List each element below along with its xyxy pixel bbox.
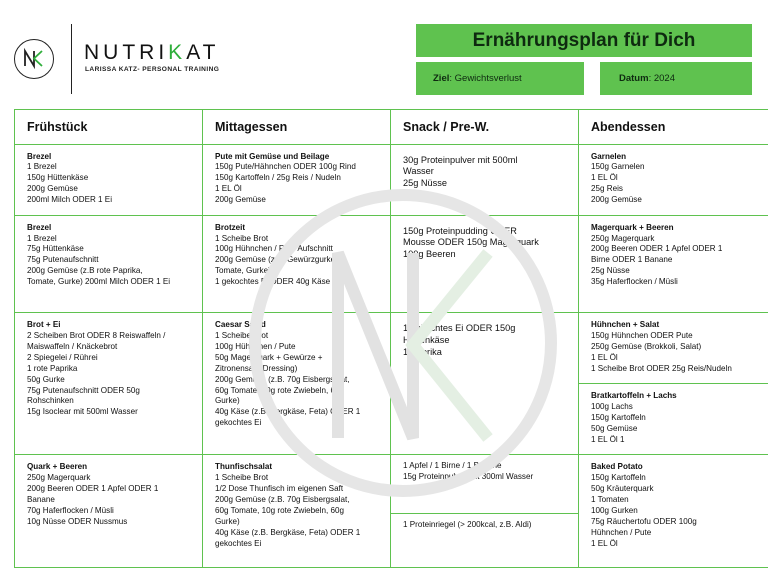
column-header-dinner: Abendessen	[579, 110, 768, 145]
date-value: : 2024	[648, 73, 675, 84]
meal-cell-lunch: Brotzeit 1 Scheibe Brot 100g Hühnchen / Pute Aufschnitt 200g Gemüse (z.B. Gewürzgurke, Tomate, Gurke) 1 gekochtes Ei ODER 40g Käse	[203, 215, 391, 312]
meal-title: Bratkartoffeln + Lachs	[591, 391, 677, 401]
table-row	[15, 313, 768, 384]
meal-plan-table	[14, 109, 768, 568]
meal-cell-dinner: Magerquark + Beeren 250g Magerquark 200g Beeren ODER 1 Apfel ODER 1 Birne ODER 1 Banane 25g Nüsse 35g Haferflocken / Müsli	[579, 215, 768, 312]
meal-title: Caesar Salad	[215, 320, 266, 330]
meal-title: Hühnchen + Salat	[591, 320, 660, 330]
meal-cell-snack: 1 Apfel / 1 Birne / 1 Banane 15g Proteinpulver mit 300ml Wasser	[391, 455, 579, 514]
meal-cell-snack: 30g Proteinpulver mit 500ml Wasser 25g Nüsse	[391, 144, 579, 215]
brand-subtitle: LARISSA KATZ- PERSONAL TRAINING	[85, 66, 220, 73]
goal-value: : Gewichtsverlust	[449, 73, 522, 84]
date-box	[600, 62, 752, 95]
header-divider	[71, 24, 72, 94]
meal-cell-dinner: Bratkartoffeln + Lachs 100g Lachs 150g Kartoffeln 50g Gemüse 1 EL Öl 1	[579, 384, 768, 455]
brand-logo-mark	[14, 39, 54, 79]
meal-cell-dinner: Baked Potato 150g Kartoffeln 50g Kräuterquark 1 Tomaten 100g Gurken 75g Räuchertofu ODER 100g Hühnchen / Pute 1 EL Öl	[579, 455, 768, 568]
table-header-row	[15, 110, 768, 145]
meal-cell-snack: 1 gekochtes Ei ODER 150g Hüttenkäse 1 Paprika	[391, 313, 579, 455]
goal-box	[416, 62, 584, 95]
meal-title: Magerquark + Beeren	[591, 222, 674, 232]
plan-title: Ernährungsplan für Dich	[416, 24, 752, 57]
meal-cell-lunch: Pute mit Gemüse und Beilage 150g Pute/Hähnchen ODER 100g Rind 150g Kartoffeln / 25g Reis / Nudeln 1 EL Öl 200g Gemüse	[203, 144, 391, 215]
meal-cell-breakfast: Brezel 1 Brezel 75g Hüttenkäse 75g Putenaufschnitt 200g Gemüse (z.B rote Paprika, Tomate, Gurke) 200ml Milch ODER 1 Ei	[15, 215, 203, 312]
meal-title: Brotzeit	[215, 222, 246, 232]
meal-title: Quark + Beeren	[27, 462, 88, 472]
meal-title: Thunfischsalat	[215, 462, 273, 472]
meal-cell-snack: 1 Proteinriegel (> 200kcal, z.B. Aldi)	[391, 514, 579, 568]
meal-cell-breakfast: Quark + Beeren 250g Magerquark 200g Beeren ODER 1 Apfel ODER 1 Banane 70g Haferflocken / Müsli 10g Nüsse ODER Nussmus	[15, 455, 203, 568]
meal-title: Brot + Ei	[27, 320, 61, 330]
brand-k-letter: K	[168, 41, 187, 64]
goal-label: Ziel	[433, 73, 450, 84]
column-header-breakfast: Frühstück	[15, 110, 203, 145]
meal-title: Brezel	[27, 151, 52, 161]
meal-cell-snack: 150g Proteinpudding ODER Mousse ODER 150g Magerquark 100g Beeren	[391, 215, 579, 312]
column-header-snack: Snack / Pre-W.	[391, 110, 579, 145]
column-header-lunch: Mittagessen	[203, 110, 391, 145]
table-row	[15, 455, 768, 514]
date-label: Datum	[619, 73, 649, 84]
meal-cell-dinner: Garnelen 150g Garnelen 1 EL Öl 25g Reis 200g Gemüse	[579, 144, 768, 215]
meal-title: Garnelen	[591, 151, 627, 161]
table-row	[15, 144, 768, 215]
meal-title: Baked Potato	[591, 462, 643, 472]
meal-cell-lunch: Thunfischsalat 1 Scheibe Brot 1/2 Dose Thunfisch im eigenen Saft 200g Gemüse (z.B. 70g Eisbergsalat, 60g Tomate, 10g rote Zwiebeln, 60g Gurke) 40g Käse (z.B. Bergkäse, Feta) ODER 1 gekochtes Ei	[203, 455, 391, 568]
meal-title: Pute mit Gemüse und Beilage	[215, 151, 330, 161]
meal-cell-dinner: Hühnchen + Salat 150g Hühnchen ODER Pute 250g Gemüse (Brokkoli, Salat) 1 EL Öl 1 Scheibe Brot ODER 25g Reis/Nudeln	[579, 313, 768, 384]
meal-cell-lunch: Caesar Salad 1 Scheibe Brot 100g Hühnchen / Pute 50g Magerquark + Gewürze + Zitronensaft (Dressing) 200g Gemüse (z.B. 70g Eisbergsalat, 60g Tomate, 10g rote Zwiebeln, 60g Gurke) 40g Käse (z.B. Bergkäse, Feta) ODER 1 gekochtes Ei	[203, 313, 391, 455]
brand-name: NUTRIKAT	[84, 41, 220, 64]
nk-monogram-icon	[15, 40, 52, 77]
table-row	[15, 215, 768, 312]
meal-cell-breakfast: Brot + Ei 2 Scheiben Brot ODER 8 Reiswaffeln / Maiswaffeln / Knäckebrot 2 Spiegelei / Rührei 1 rote Paprika 50g Gurke 75g Putenaufschnitt ODER 50g Rohschinken 15g Isoclear mit 500ml Wasser	[15, 313, 203, 455]
meal-title: Brezel	[27, 222, 52, 232]
meal-cell-breakfast: Brezel 1 Brezel 150g Hüttenkäse 200g Gemüse 200ml Milch ODER 1 Ei	[15, 144, 203, 215]
